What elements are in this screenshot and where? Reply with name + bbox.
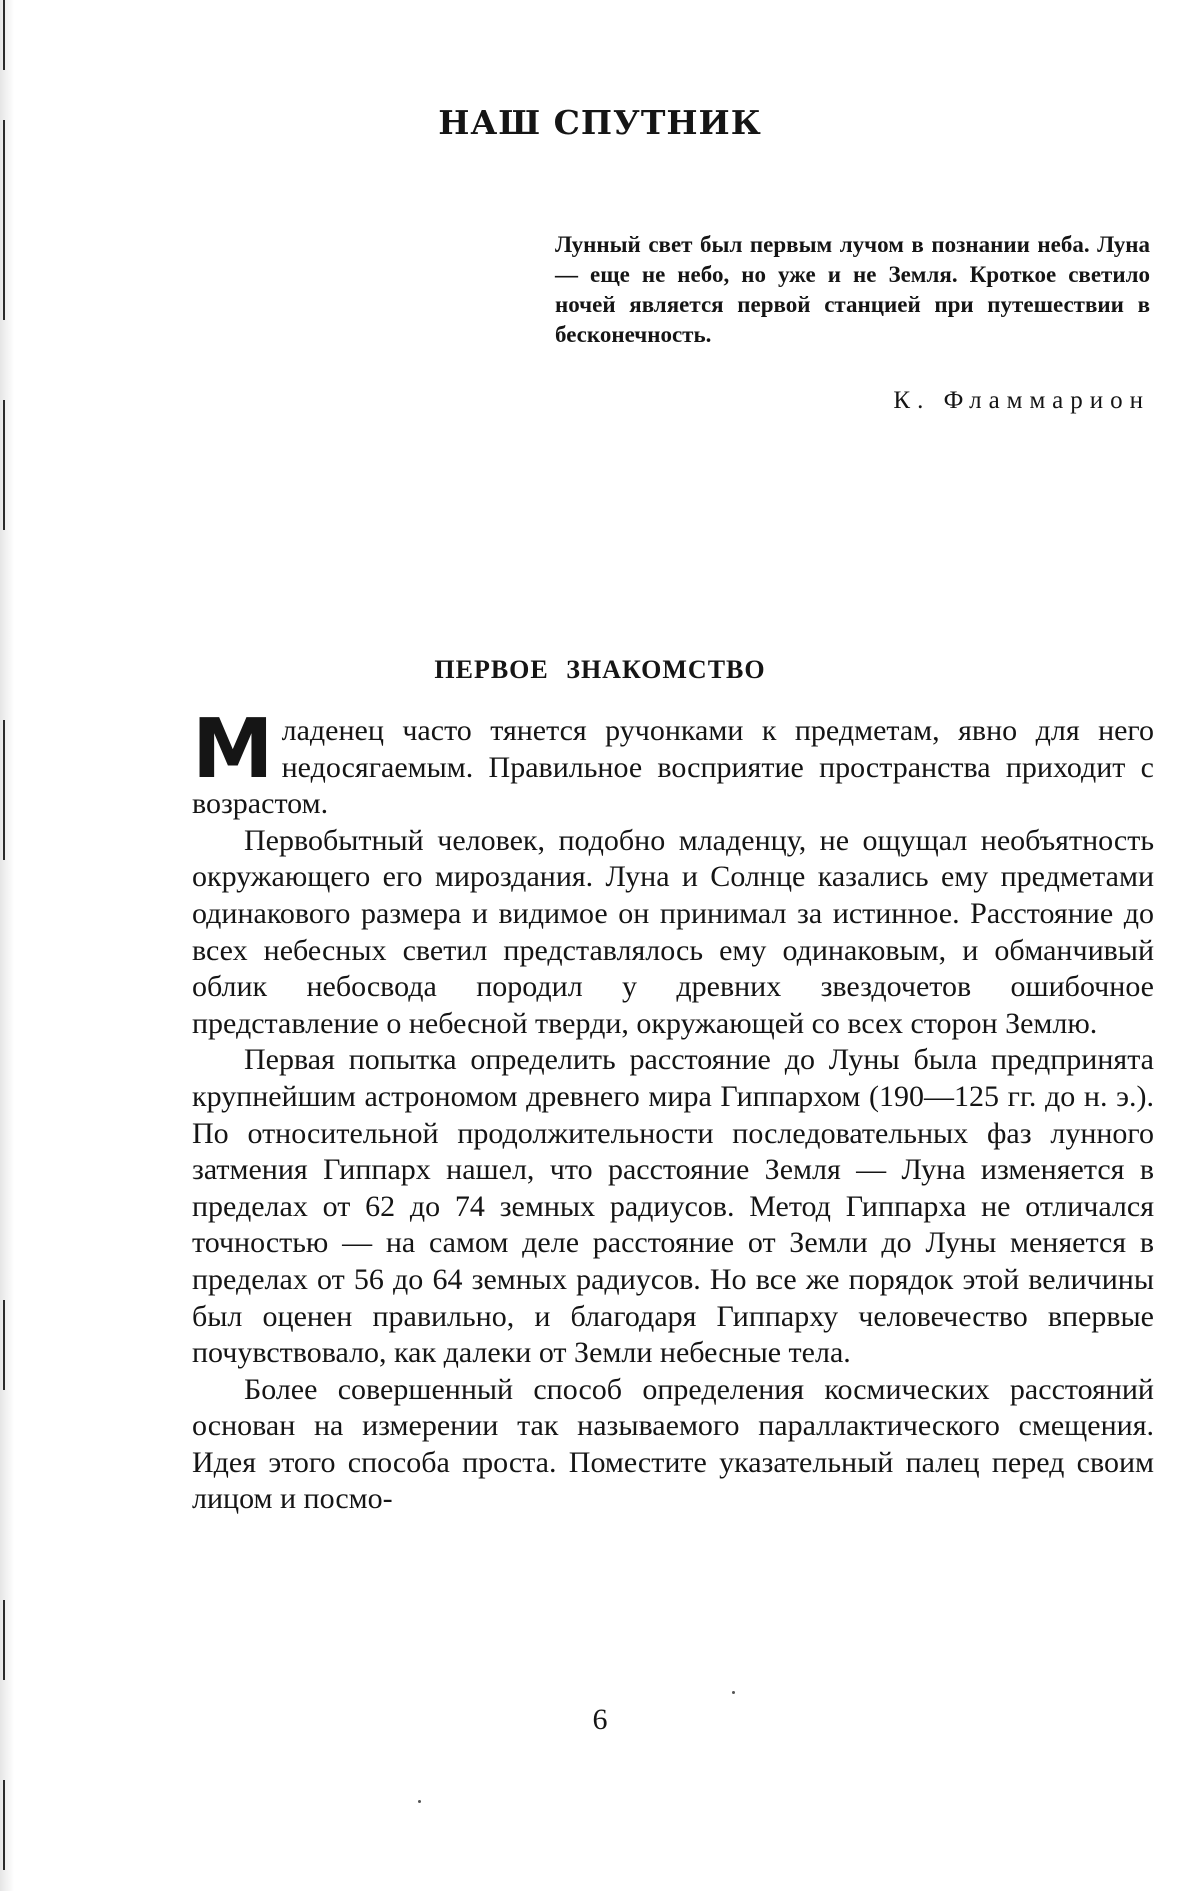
scan-edge-mark	[3, 120, 5, 320]
paragraph: Более совершенный способ определения космических расстояний основан на измерении так называемого параллактического смещения. Идея этого способа проста. Поместите указательный палец перед своим лицом и посмо-	[192, 1372, 1154, 1516]
scan-edge-mark	[3, 0, 5, 70]
page-number: 6	[592, 1703, 608, 1736]
chapter-title: НАШ СПУТНИК	[438, 103, 762, 142]
epigraph-text: Лунный свет был первым лучом в познании неба. Луна — еще не небо, но уже и не Земля. Кроткое светило ночей является первой станцией при путешествии в бесконечность.	[555, 232, 1150, 347]
paragraph: Первая попытка определить расстояние до Луны была предпринята крупнейшим астрономом древнего мира Гиппархом (190—125 гг. до н. э.). По относительной продолжительности последовательных фаз лунного затмения Гиппарх нашел, что расстояние Земля — Луна изменяется в пределах от 62 до 74 земных радиусов. Метод Гиппарха не отличался точностью — на самом деле расстояние от Земли до Луны меняется в пределах от 56 до 64 земных радиусов. Но все же порядок этой величины был оценен правильно, и благодаря Гиппарху человечество впервые почувствовало, как далеки от Земли небесные тела.	[192, 1043, 1154, 1370]
paragraph: Первобытный человек, подобно младенцу, не ощущал необъятность окружающего его мироздания. Луна и Солнце казались ему предметами одинакового размера и видимое он принимал за истинное. Расстояние до всех небесных светил представлялось ему одинаковым, и обманчивый облик небосвода породил у древних звездочетов ошибочное представление о небесной тверди, окружающей со всех сторон Землю.	[192, 823, 1154, 1040]
scan-edge-mark	[3, 720, 5, 860]
scan-edge-mark	[3, 1300, 5, 1390]
paragraph-text: ладенец часто тянется ручонками к предметам, явно для него недосягаемым. Правильное восприятие пространства приходит с возрастом.	[192, 714, 1154, 821]
scan-speck	[418, 1800, 421, 1803]
section-title: ПЕРВОЕ ЗНАКОМСТВО	[434, 655, 766, 684]
scan-edge-mark	[3, 1600, 5, 1680]
scan-edge-mark	[3, 400, 5, 530]
drop-cap: М	[192, 702, 274, 797]
scan-speck	[732, 1691, 735, 1694]
scan-edge-mark	[3, 1780, 5, 1870]
paragraph	[192, 702, 1154, 823]
epigraph-author: К. Фламмарион	[893, 387, 1150, 414]
body-text	[192, 702, 1154, 1518]
